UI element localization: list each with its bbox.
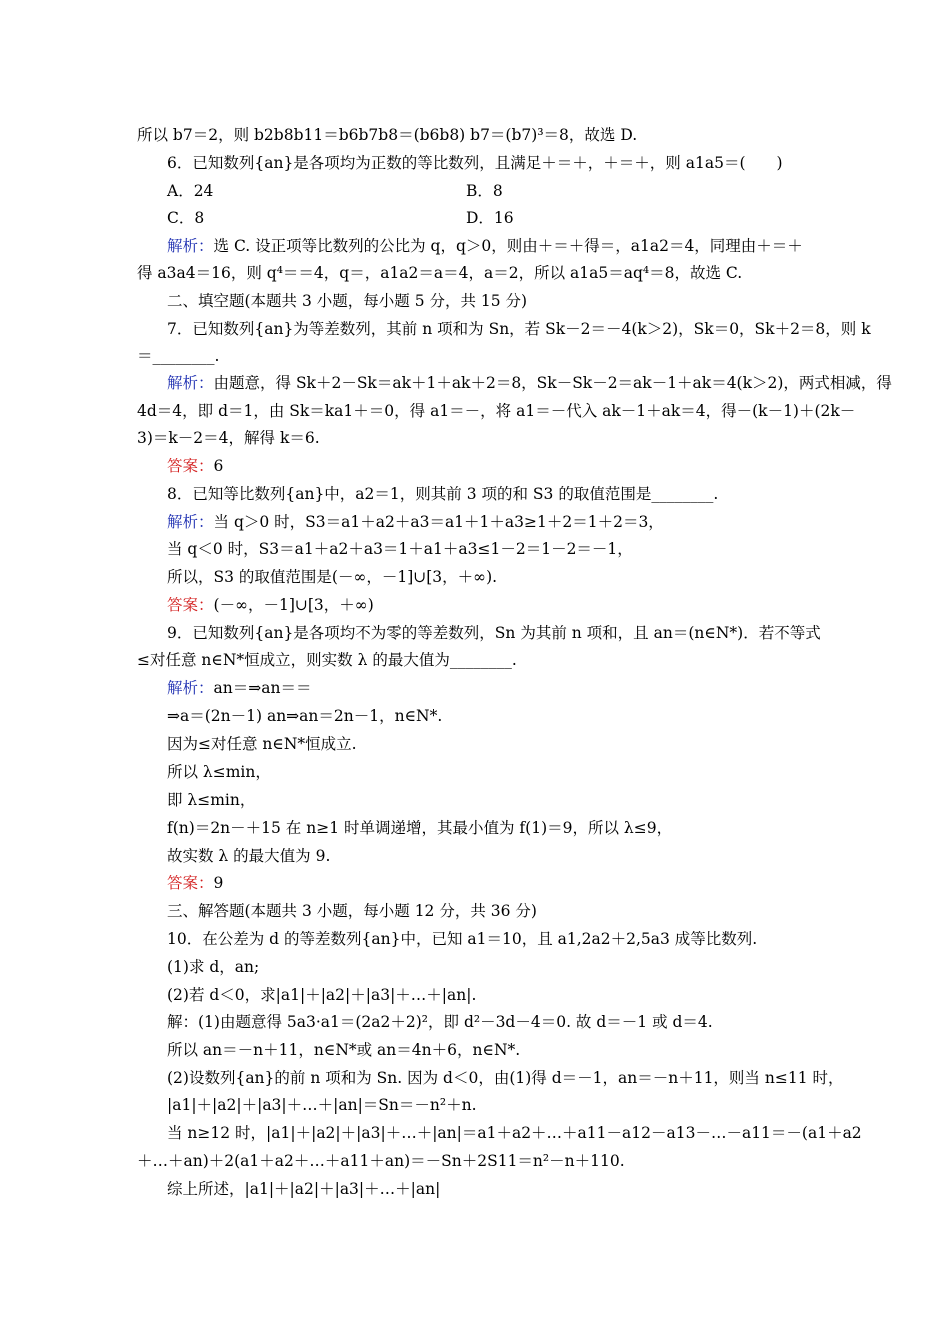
line-text: 综上所述，|a1|＋|a2|＋|a3|＋…＋|an| bbox=[167, 1180, 441, 1198]
answer-label: 答案： bbox=[167, 874, 214, 892]
line-text: A．24 bbox=[167, 182, 214, 200]
text-line bbox=[167, 180, 213, 202]
line-text: 3)＝k－2＝4，解得 k＝6. bbox=[137, 429, 320, 447]
line-text: B．8 bbox=[466, 182, 503, 200]
line-text: (2)若 d＜0，求|a1|＋|a2|＋|a3|＋…＋|an|. bbox=[167, 986, 477, 1004]
line-text: (－∞，－1]∪[3，＋∞) bbox=[213, 596, 374, 614]
line-text: 因为≤对任意 n∈N*恒成立. bbox=[167, 735, 357, 753]
text-line bbox=[167, 511, 664, 533]
line-text: 7．已知数列{an}为等差数列，其前 n 项和为 Sn，若 Sk－2＝－4(k＞2)，Sk＝0，Sk＋2＝8，则 k bbox=[167, 320, 871, 338]
line-text: 得 a3a4＝16，则 q⁴＝＝4，q＝，a1a2＝a＝4，a＝2，所以 a1a5＝aq⁴＝8，故选 C. bbox=[137, 264, 743, 282]
text-line bbox=[167, 594, 374, 616]
text-line bbox=[167, 845, 330, 867]
line-text: 4d＝4，即 d＝1，由 Sk＝ka1＋＝0，得 a1＝－，将 a1＝－代入 ak－1＋ak＝4，得－(k－1)＋(2k－ bbox=[137, 402, 856, 420]
line-text: 6．已知数列{an}是各项均为正数的等比数列，且满足＋＝＋，＋＝＋，则 a1a5＝( ) bbox=[167, 154, 783, 172]
answer-label: 答案： bbox=[167, 596, 214, 614]
text-line bbox=[137, 400, 855, 422]
text-line bbox=[167, 1067, 843, 1089]
text-line bbox=[167, 1039, 520, 1061]
text-line bbox=[167, 817, 672, 839]
line-text: 6 bbox=[213, 457, 224, 475]
text-line bbox=[137, 649, 517, 671]
text-line bbox=[137, 427, 320, 449]
line-text: 当 q＞0 时，S3＝a1＋a2＋a3＝a1＋1＋a3≥1＋2＝1＋2＝3， bbox=[213, 513, 664, 531]
line-text: 故实数 λ 的最大值为 9. bbox=[167, 847, 331, 865]
line-text: an＝⇒an＝＝ bbox=[213, 679, 312, 697]
text-line bbox=[167, 622, 821, 644]
line-text: f(n)＝2n－＋15 在 n≥1 时单调递增，其最小值为 f(1)＝9，所以 λ≤9， bbox=[167, 819, 673, 837]
analysis-label: 解析： bbox=[167, 513, 214, 531]
line-text: 解：(1)由题意得 5a3·a1＝(2a2＋2)²，即 d²－3d－4＝0. 故 d＝－1 或 d＝4. bbox=[167, 1013, 713, 1031]
line-text: 所以，S3 的取值范围是(－∞，－1]∪[3，＋∞). bbox=[167, 568, 498, 586]
text-line bbox=[167, 733, 357, 755]
answer-label: 答案： bbox=[167, 457, 214, 475]
analysis-label: 解析： bbox=[167, 237, 214, 255]
text-line bbox=[167, 677, 311, 699]
line-text: ＝________. bbox=[137, 347, 220, 365]
text-line bbox=[167, 789, 255, 811]
text-line bbox=[167, 956, 259, 978]
text-line bbox=[167, 1011, 713, 1033]
line-text: 由题意，得 Sk＋2－Sk＝ak＋1＋ak＋2＝8，Sk－Sk－2＝ak－1＋ak＝4(k＞2)，两式相减，得 bbox=[213, 374, 892, 392]
text-line bbox=[167, 235, 803, 257]
line-text: (1)求 d，an; bbox=[167, 958, 260, 976]
line-text: 当 q＜0 时，S3＝a1＋a2＋a3＝1＋a1＋a3≤1－2＝1－2＝－1， bbox=[167, 540, 633, 558]
text-line bbox=[466, 207, 514, 229]
line-text: 三、解答题(本题共 3 小题，每小题 12 分，共 36 分) bbox=[167, 902, 537, 920]
line-text: 8．已知等比数列{an}中，a2＝1，则其前 3 项的和 S3 的取值范围是________. bbox=[167, 485, 719, 503]
line-text: 即 λ≤min， bbox=[167, 791, 256, 809]
line-text: 选 C. 设正项等比数列的公比为 q，q＞0，则由＋＝＋得＝，a1a2＝4，同理由＋＝＋ bbox=[213, 237, 803, 255]
text-line bbox=[466, 180, 503, 202]
text-line bbox=[137, 1150, 625, 1172]
text-line bbox=[137, 262, 742, 284]
line-text: ⇒a＝(2n－1) an⇒an＝2n－1，n∈N*. bbox=[167, 707, 443, 725]
text-line bbox=[167, 1122, 862, 1144]
text-line bbox=[167, 872, 223, 894]
analysis-label: 解析： bbox=[167, 679, 214, 697]
text-line bbox=[167, 928, 757, 950]
text-line bbox=[167, 566, 497, 588]
text-line bbox=[167, 761, 271, 783]
line-text: 10．在公差为 d 的等差数列{an}中，已知 a1＝10，且 a1,2a2＋2,5a3 成等比数列. bbox=[167, 930, 758, 948]
line-text: |a1|＋|a2|＋|a3|＋…＋|an|＝Sn＝－n²＋n. bbox=[167, 1096, 477, 1114]
text-line bbox=[167, 1178, 440, 1200]
analysis-label: 解析： bbox=[167, 374, 214, 392]
text-line bbox=[167, 900, 537, 922]
line-text: 所以 λ≤min， bbox=[167, 763, 271, 781]
text-line bbox=[167, 290, 527, 312]
text-line bbox=[167, 318, 871, 340]
line-text: (2)设数列{an}的前 n 项和为 Sn. 因为 d＜0，由(1)得 d＝－1，an＝－n＋11，则当 n≤11 时， bbox=[167, 1069, 844, 1087]
line-text: 当 n≥12 时，|a1|＋|a2|＋|a3|＋…＋|an|＝a1＋a2＋…＋a11－a12－a13－…－a11＝－(a1＋a2 bbox=[167, 1124, 862, 1142]
text-line bbox=[167, 984, 476, 1006]
line-text: D．16 bbox=[466, 209, 514, 227]
text-line bbox=[167, 705, 442, 727]
text-line bbox=[137, 124, 637, 146]
line-text: 二、填空题(本题共 3 小题，每小题 5 分，共 15 分) bbox=[167, 292, 528, 310]
line-text: ≤对任意 n∈N*恒成立，则实数 λ 的最大值为________. bbox=[137, 651, 517, 669]
line-text: 所以 an＝－n＋11，n∈N*或 an＝4n＋6，n∈N*. bbox=[167, 1041, 521, 1059]
line-text: C．8 bbox=[167, 209, 205, 227]
text-line bbox=[137, 345, 219, 367]
text-line bbox=[167, 207, 204, 229]
line-text: 9．已知数列{an}是各项均不为零的等差数列，Sn 为其前 n 项和，且 an＝(n∈N*)．若不等式 bbox=[167, 624, 821, 642]
text-line bbox=[167, 1094, 477, 1116]
text-line bbox=[167, 538, 633, 560]
line-text: 所以 b7＝2，则 b2b8b11＝b6b7b8＝(b6b8) b7＝(b7)³＝8，故选 D. bbox=[137, 126, 638, 144]
line-text: ＋…＋an)＋2(a1＋a2＋…＋a11＋an)＝－Sn＋2S11＝n²－n＋110. bbox=[137, 1152, 625, 1170]
text-line bbox=[167, 483, 718, 505]
text-line bbox=[167, 455, 223, 477]
line-text: 9 bbox=[213, 874, 224, 892]
text-line bbox=[167, 152, 783, 174]
text-line bbox=[167, 372, 892, 394]
